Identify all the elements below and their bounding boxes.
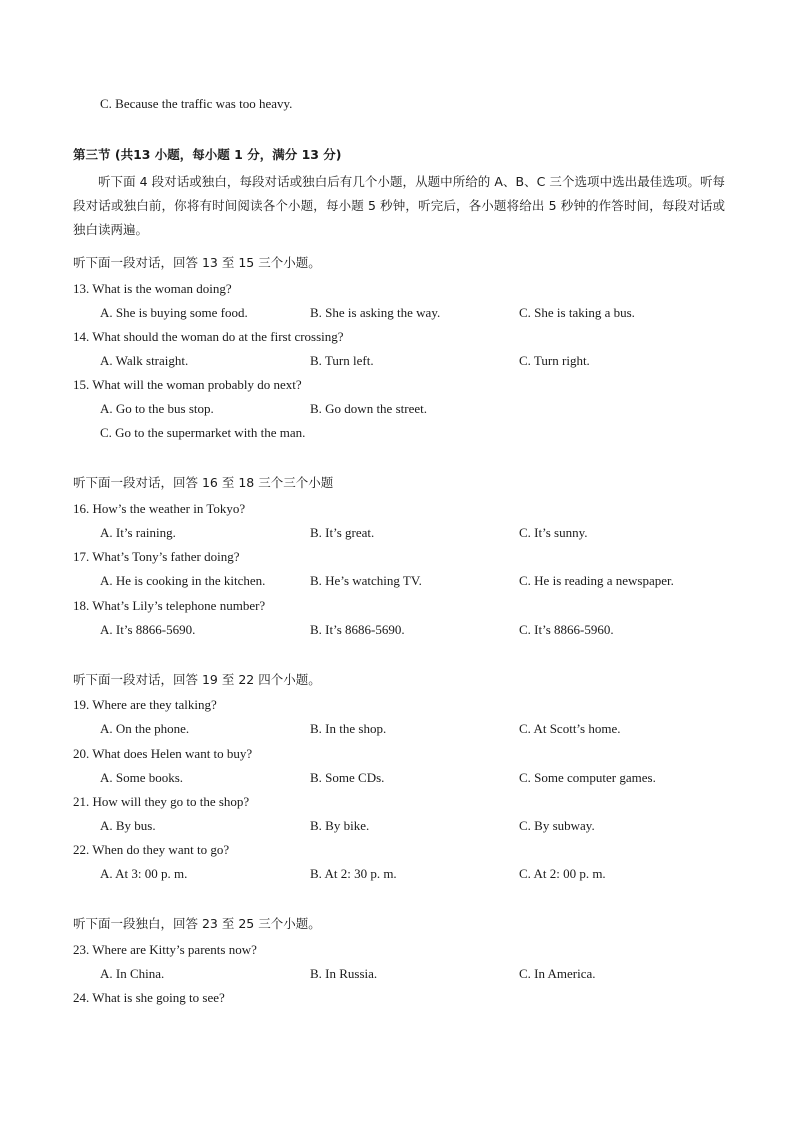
section-instructions: 听下面 4 段对话或独白，每段对话或独白后有几个小题，从题中所给的 A、B、C 三个选项中选出最佳选项。听每段对话或独白前，你将有时间阅读各个小题，每小题 5 秒钟，听完后，各小题将给出 5 秒钟的作答时间，每段对话或独白读两遍。 (73, 174, 725, 237)
option-c: C. In America. (519, 966, 596, 981)
question-14: 14. What should the woman do at the first crossing? (73, 329, 344, 344)
option-a: A. Go to the bus stop. (100, 401, 214, 416)
option-a: A. It’s 8866-5690. (100, 622, 196, 637)
option-a: A. It’s raining. (100, 525, 176, 540)
group-intro: 听下面一段独白，回答 23 至 25 三个小题。 (73, 916, 321, 931)
option-b: B. In the shop. (310, 721, 387, 736)
group-intro: 听下面一段对话，回答 13 至 15 三个小题。 (73, 255, 321, 270)
option-a: A. By bus. (100, 818, 156, 833)
question-24: 24. What is she going to see? (73, 990, 225, 1005)
option-b: B. Turn left. (310, 353, 374, 368)
option-a: A. Walk straight. (100, 353, 189, 368)
option-c: C. Go to the supermarket with the man. (100, 425, 306, 440)
question-16: 16. How’s the weather in Tokyo? (73, 501, 246, 516)
group-intro: 听下面一段对话，回答 19 至 22 四个小题。 (73, 672, 321, 687)
option-b: B. Some CDs. (310, 770, 385, 785)
option-b: B. In Russia. (310, 966, 378, 981)
question-22: 22. When do they want to go? (73, 842, 230, 857)
option-b: B. At 2: 30 p. m. (310, 866, 397, 881)
prev-option-c: C. Because the traffic was too heavy. (100, 96, 293, 111)
question-13: 13. What is the woman doing? (73, 281, 232, 296)
option-a: A. In China. (100, 966, 165, 981)
option-a: A. At 3: 00 p. m. (100, 866, 188, 881)
option-c: C. Some computer games. (519, 770, 656, 785)
option-c: C. It’s sunny. (519, 525, 588, 540)
option-c: C. Turn right. (519, 353, 590, 368)
section-heading: 第三节 (共13 小题，每小题 1 分，满分 13 分) (73, 147, 342, 162)
option-b: B. It’s 8686-5690. (310, 622, 405, 637)
question-17: 17. What’s Tony’s father doing? (73, 549, 240, 564)
option-c: C. It’s 8866-5960. (519, 622, 614, 637)
question-15: 15. What will the woman probably do next? (73, 377, 302, 392)
option-c: C. He is reading a newspaper. (519, 573, 674, 588)
option-a: A. He is cooking in the kitchen. (100, 573, 266, 588)
option-b: B. By bike. (310, 818, 370, 833)
option-b: B. It’s great. (310, 525, 375, 540)
option-c: C. At 2: 00 p. m. (519, 866, 606, 881)
option-b: B. She is asking the way. (310, 305, 441, 320)
option-b: B. He’s watching TV. (310, 573, 422, 588)
question-18: 18. What’s Lily’s telephone number? (73, 598, 266, 613)
question-23: 23. Where are Kitty’s parents now? (73, 942, 257, 957)
question-19: 19. Where are they talking? (73, 697, 217, 712)
option-c: C. By subway. (519, 818, 595, 833)
option-a: A. She is buying some food. (100, 305, 248, 320)
option-c: C. She is taking a bus. (519, 305, 635, 320)
option-a: A. Some books. (100, 770, 184, 785)
option-c: C. At Scott’s home. (519, 721, 621, 736)
group-intro: 听下面一段对话，回答 16 至 18 三个三个小题 (73, 475, 334, 490)
question-20: 20. What does Helen want to buy? (73, 746, 253, 761)
question-21: 21. How will they go to the shop? (73, 794, 250, 809)
option-a: A. On the phone. (100, 721, 190, 736)
option-b: B. Go down the street. (310, 401, 427, 416)
